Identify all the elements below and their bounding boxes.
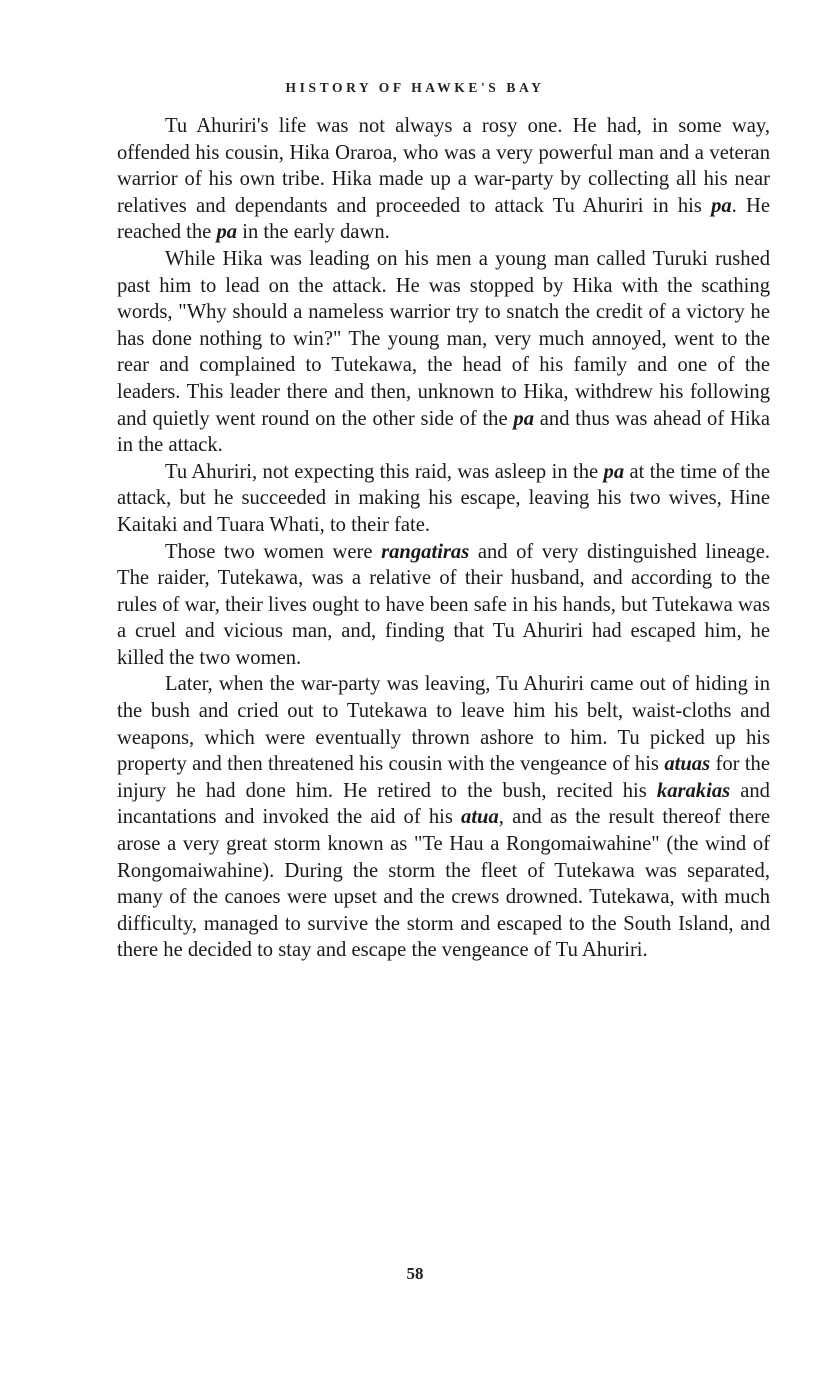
paragraph [117, 671, 770, 964]
text-run: While Hika was leading on his men a young man called Turuki rushed past him to lead on the attack. He was stopped by Hika with the scathing words, "Why should a nameless warrior try to snatch the credit of a victory he has done nothing to win?" The young man, very much annoyed, went to the rear and complained to Tutekawa, the head of his family and one of the leaders. This leader there and then, unknown to Hika, withdrew his following and quietly went round on the other side of the [117, 247, 770, 430]
italic-term: pa [513, 407, 534, 430]
text-run: . He reached the [117, 194, 771, 244]
paragraph [117, 246, 770, 459]
italic-term: rangatiras [381, 540, 470, 563]
page-number: 58 [406, 1264, 424, 1283]
text-run: at the time of the attack, but he succeeded in making his escape, leaving his two wives, Hine Kaitaki and Tuara Whati, to their fate. [117, 460, 770, 536]
text-run: Those two women were [165, 540, 382, 563]
running-head: HISTORY OF HAWKE'S BAY [285, 80, 545, 95]
italic-term: atuas [664, 753, 711, 776]
text-run: Later, when the war-party was leaving, Tu Ahuriri came out of hiding in the bush and cried out to Tutekawa to leave him his belt, waist-cloths and weapons, which were eventually thrown ashore to him. Tu picked up his property and then threatened his cousin with the vengeance of his [117, 673, 770, 776]
text-run: and incantations and invoked the aid of his [117, 779, 770, 829]
italic-term: pa [216, 221, 238, 244]
paragraph [117, 459, 770, 539]
text-run: Tu Ahuriri, not expecting this raid, was asleep in the [165, 460, 604, 483]
body-text [117, 113, 770, 964]
italic-term: pa [711, 194, 732, 217]
text-run: Tu Ahuriri's life was not always a rosy one. He had, in some way, offended his cousin, Hika Oraroa, who was a very powerful man and a veteran warrior of his own tribe. Hika made up a war-party by collecting all his near relatives and dependants and proceeded to attack Tu Ahuriri in his [117, 115, 770, 217]
italic-term: atua [461, 806, 499, 829]
italic-term: pa [603, 460, 625, 483]
text-run: , and as the result thereof there arose a very great storm known as "Te Hau a Rongomaiwahine" (the wind of Rongomaiwahine). During the storm the fleet of Tutekawa was separated, many of the canoes were upset and the crews drowned. Tutekawa, with much difficulty, managed to survive the storm and escaped to the South Island, and there he decided to stay and escape the vengeance of Tu Ahuriri. [117, 806, 770, 962]
paragraph [117, 113, 770, 246]
text-run: and thus was ahead of Hika in the attack. [117, 407, 770, 457]
italic-term: karakias [656, 779, 731, 802]
paragraph [117, 539, 770, 672]
text-run: in the early dawn. [237, 221, 390, 244]
text-run: for the injury he had done him. He retired to the bush, recited his [117, 753, 770, 802]
text-run: and of very distinguished lineage. The raider, Tutekawa, was a relative of their husband, and according to the rules of war, their lives ought to have been safe in his hands, but Tutekawa was a cruel and vicious man, and, finding that Tu Ahuriri had escaped him, he killed the two women. [117, 540, 770, 669]
